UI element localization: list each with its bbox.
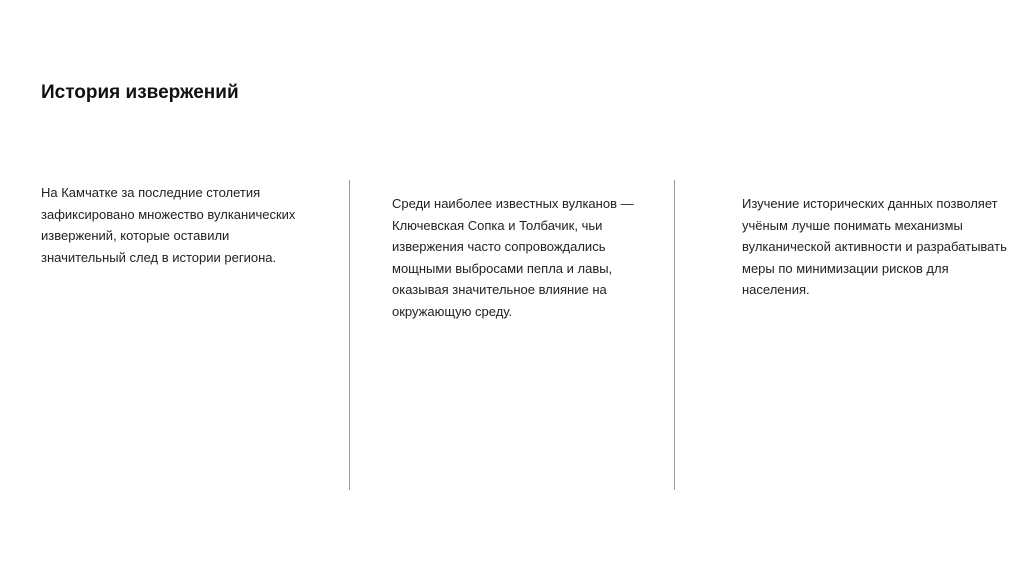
column-divider [674, 180, 675, 490]
column-text-famous-volcanoes: Среди наиболее известных вулканов — Ключевская Сопка и Толбачик, чьи извержения часто сопровождались мощными выбросами пепла и лавы, оказывая значительное влияние на окружающую среду. [392, 196, 634, 319]
column-divider [349, 180, 350, 490]
column-text-historical-research: Изучение исторических данных позволяет учёным лучше понимать механизмы вулканической активности и разрабатывать меры по минимизации рисков для населения. [742, 196, 1007, 297]
slide-title: История извержений [41, 82, 239, 103]
column-text-kamchatka-history: На Камчатке за последние столетия зафиксировано множество вулканических извержений, которые оставили значительный след в истории региона. [41, 185, 296, 265]
